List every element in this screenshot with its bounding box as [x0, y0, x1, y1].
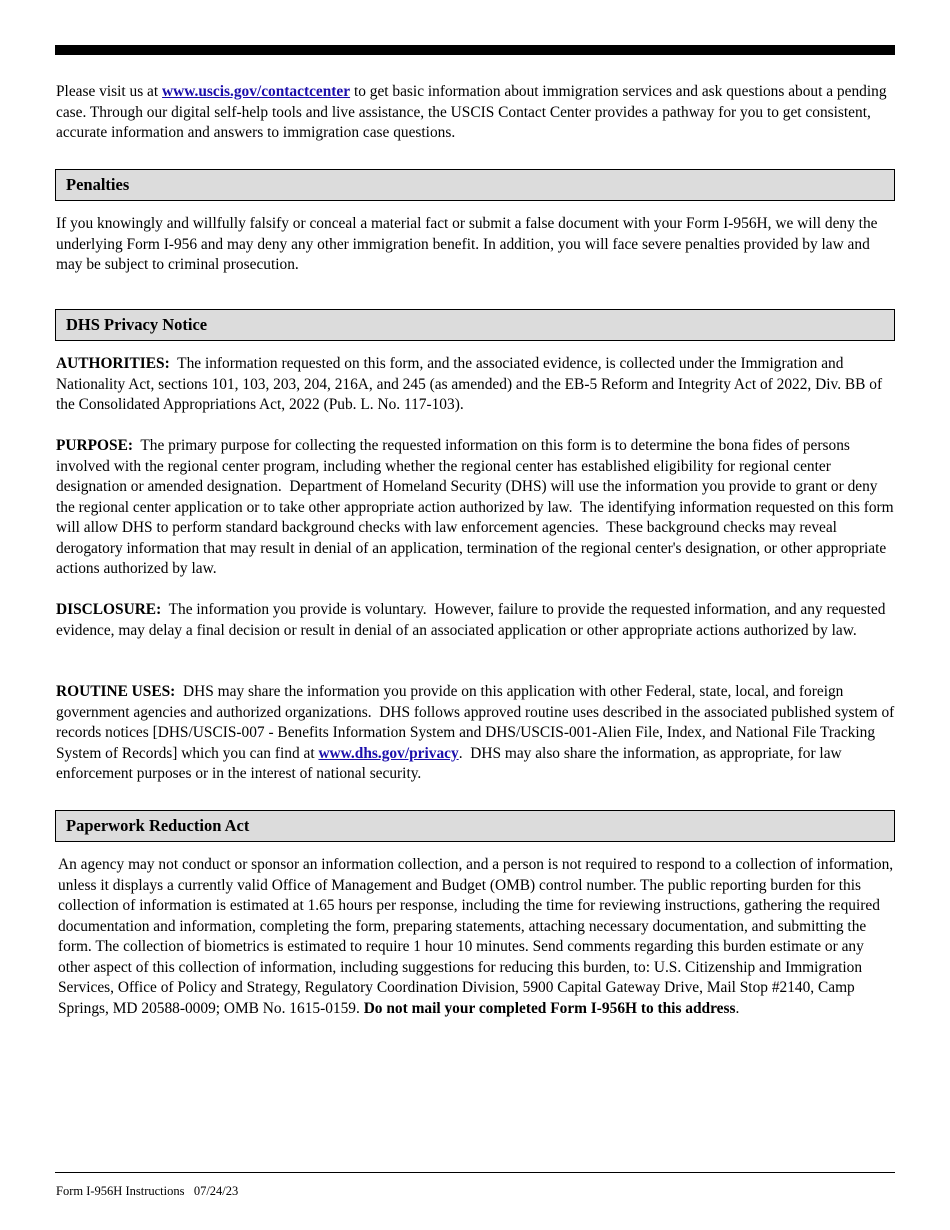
intro-text-after: to get basic information about immigration services and ask questions about a pending case. Through our digital self-help tools and live assistance, the USCIS Contact Center provides a pathway for you to get consistent, accurate information and answers to immigration case questions. [56, 83, 887, 141]
privacy-notice-heading: DHS Privacy Notice [66, 315, 208, 334]
page-footer: Form I-956H Instructions 07/24/23 [56, 1184, 239, 1198]
routine-uses-label: ROUTINE USES: [56, 683, 176, 700]
dhs-privacy-link[interactable]: www.dhs.gov/privacy [318, 744, 459, 762]
purpose-label: PURPOSE: [56, 437, 133, 454]
penalties-header [55, 169, 895, 201]
disclosure-paragraph [56, 600, 896, 641]
routine-uses-paragraph [56, 682, 899, 785]
contact-center-paragraph [56, 82, 896, 144]
top-rule [55, 45, 895, 55]
penalties-heading: Penalties [66, 175, 130, 194]
paperwork-reduction-header [55, 810, 895, 842]
authorities-text: The information requested on this form, and the associated evidence, is collected under the Immigration and Nationality Act, sections 101, 103, 203, 204, 216A, and 245 (as amended) and the EB-5 Reform and Integrity Act of 2022, Div. BB of the Consolidated Appropriations Act, 2022 (Pub. L. No. 117-103). [56, 355, 886, 413]
disclosure-label: DISCLOSURE: [56, 601, 162, 618]
disclosure-text: The information you provide is voluntary. However, failure to provide the requested information, and any requested evidence, may delay a final decision or result in denial of an associated application or other appropriate actions authorized by law. [56, 601, 890, 639]
paperwork-text-end: . [735, 999, 740, 1017]
penalties-paragraph: If you knowingly and willfully falsify or conceal a material fact or submit a false document with your Form I-956H, we will deny the underlying Form I-956 and may deny any other immigration benefit. In addition, you will face severe penalties provided by law and may be subject to criminal prosecution. [56, 215, 878, 273]
authorities-paragraph [56, 354, 896, 416]
purpose-paragraph [56, 436, 896, 580]
paperwork-reduction-heading: Paperwork Reduction Act [66, 816, 250, 835]
routine-uses-text-after: . DHS may also share the information, as appropriate, for law enforcement purposes or in the interest of national security. [56, 744, 846, 782]
authorities-label: AUTHORITIES: [56, 355, 170, 372]
purpose-text: The primary purpose for collecting the requested information on this form is to determine the bona fides of persons involved with the regional center program, including whether the regional center has established eligibility for regional center designation or amended designation. Department of Homeland Security (DHS) will use the information you provide to grant or deny the regional center application or to take other appropriate action authorized by law. The identifying information requested on this form will allow DHS to perform standard background checks with law enforcement agencies. These background checks may reveal derogatory information that may result in denial of an application, termination of the regional center's designation, or other appropriate actions authorized by law. [56, 437, 898, 577]
paperwork-text: An agency may not conduct or sponsor an information collection, and a person is not required to respond to a collection of information, unless it displays a currently valid Office of Management and Budget (OMB) control number. The public reporting burden for this collection of information is estimated at 1.65 hours per response, including the time for reviewing instructions, gathering the required documentation and information, completing the form, preparing statements, attaching necessary documentation, and submitting the form. The collection of biometrics is estimated to require 1 hour 10 minutes. Send comments regarding this burden estimate or any other aspect of this collection of information, including suggestions for reducing this burden, to: U.S. Citizenship and Immigration Services, Office of Policy and Strategy, Regulatory Coordination Division, 5900 Capital Gateway Drive, Mail Stop #2140, Camp Springs, MD 20588-0009; OMB No. 1615-0159. [58, 856, 894, 1017]
paperwork-reduction-paragraph [58, 855, 896, 1019]
contact-center-link[interactable]: www.uscis.gov/contactcenter [162, 83, 351, 100]
do-not-mail-notice: Do not mail your completed Form I-956H to this address [363, 999, 736, 1017]
intro-text-before: Please visit us at [56, 83, 163, 100]
privacy-notice-header [55, 309, 895, 341]
routine-uses-text: DHS may share the information you provide on this application with other Federal, state, local, and foreign government agencies and authorized organizations. DHS follows approved routine uses described in the associated published system of records notices [DHS/USCIS-007 - Benefits Information System and DHS/USCIS-001-Alien File, Index, and National File Tracking System of Records] which you can find at [56, 683, 899, 762]
bottom-rule [55, 1172, 895, 1173]
